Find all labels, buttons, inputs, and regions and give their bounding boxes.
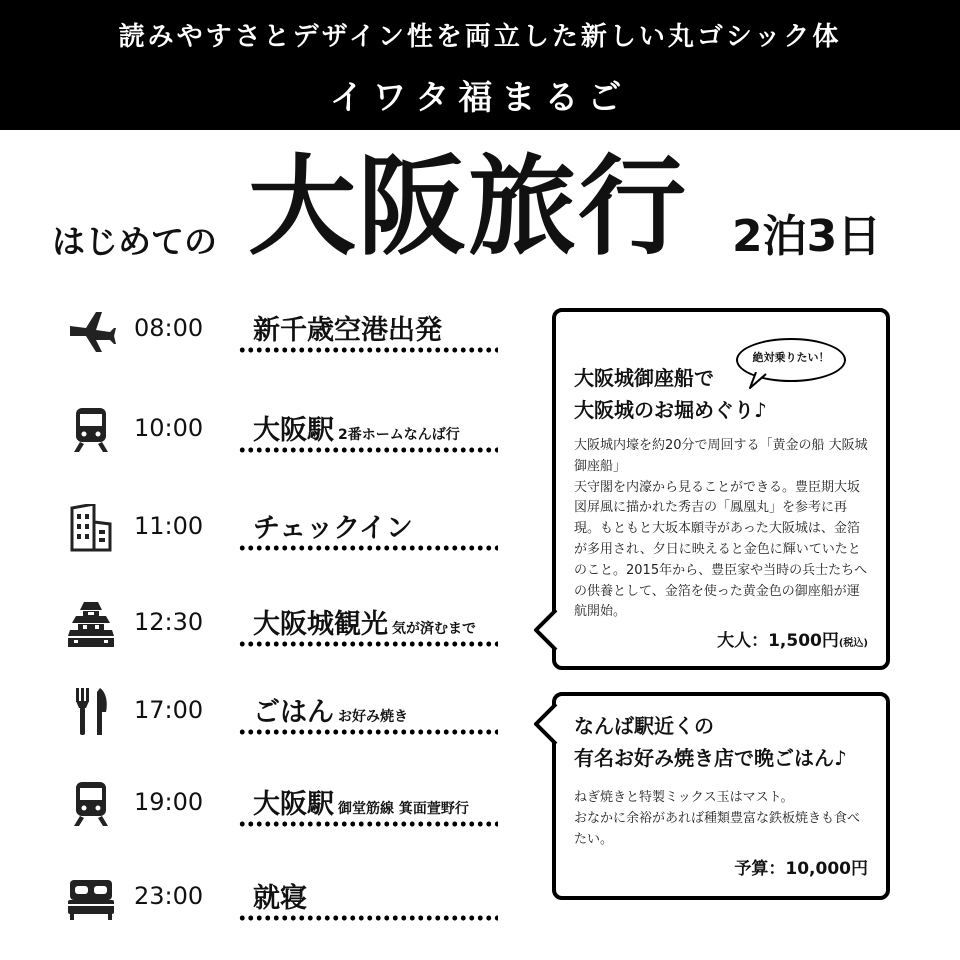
schedule-time: 11:00 bbox=[134, 512, 204, 540]
train-icon bbox=[66, 406, 116, 454]
schedule-time: 12:30 bbox=[134, 608, 204, 636]
schedule-row bbox=[0, 500, 540, 590]
title-prefix: はじめての bbox=[52, 222, 217, 261]
schedule-event: 新千歳空港出発 bbox=[253, 315, 442, 346]
title-main: 大阪旅行 bbox=[248, 145, 689, 270]
schedule-time: 19:00 bbox=[134, 788, 204, 816]
train-icon bbox=[66, 780, 116, 828]
schedule-time: 23:00 bbox=[134, 882, 204, 910]
page-title bbox=[0, 140, 960, 280]
title-suffix: 2泊3日 bbox=[732, 211, 882, 262]
bubble-title: 大阪城御座船で 大阪城のお堀めぐり♪ bbox=[574, 366, 767, 422]
schedule-row bbox=[0, 302, 540, 392]
bubble-tail bbox=[532, 702, 558, 746]
bubble-body: 大阪城内壕を約20分で周回する「黄金の船 大阪城御座船」 天守閣を内濠から見ることができる。豊臣期大坂図屏風に描かれた秀吉の「鳳凰丸」を参考に再現。もともと大坂本願寺があった大阪城は、金箔が多用され、夕日に映えると金色に輝いていたとのこと。2015年から、豊臣家や当時の兵士たちへの供養として、金箔を使った黄金色の御座船が運航開始。 bbox=[574, 438, 868, 620]
bubble-price: 予算：10,000円 bbox=[734, 859, 868, 879]
header-banner bbox=[0, 0, 960, 130]
schedule-row bbox=[0, 870, 540, 960]
bubble-title: なんば駅近くの 有名お好み焼き店で晩ごはん♪ bbox=[574, 714, 847, 770]
schedule-event: 大阪駅 御堂筋線 箕面萱野行 bbox=[253, 789, 469, 820]
dotted-divider bbox=[238, 346, 498, 354]
dotted-divider bbox=[238, 914, 498, 922]
bed-icon bbox=[66, 874, 116, 922]
schedule-row bbox=[0, 402, 540, 492]
dotted-divider bbox=[238, 544, 498, 552]
schedule-event: ごはん お好み焼き bbox=[253, 697, 408, 728]
fork-knife-icon bbox=[66, 688, 116, 736]
schedule-row bbox=[0, 684, 540, 774]
schedule-event: 大阪駅 2番ホームなんば行 bbox=[253, 415, 460, 446]
castle-icon bbox=[66, 600, 116, 648]
bubble-body: ねぎ焼きと特製ミックス玉はマスト。 おなかに余裕があれば種類豊富な鉄板焼きも食べたい。 bbox=[574, 790, 861, 847]
schedule-row bbox=[0, 596, 540, 686]
schedule-time: 10:00 bbox=[134, 414, 204, 442]
dotted-divider bbox=[238, 820, 498, 828]
building-icon bbox=[66, 504, 116, 552]
dotted-divider bbox=[238, 446, 498, 454]
airplane-icon bbox=[66, 306, 116, 354]
okonomiyaki-bubble bbox=[552, 692, 890, 900]
schedule-event: 大阪城観光 気が済むまで bbox=[253, 609, 476, 640]
font-description: 読みやすさとデザイン性を両立した新しい丸ゴシック体 bbox=[118, 22, 842, 52]
callout-tail bbox=[748, 372, 772, 390]
schedule-event: チェックイン bbox=[253, 513, 413, 544]
dotted-divider bbox=[238, 640, 498, 648]
callout-badge: 絶対乗りたい！ bbox=[736, 338, 846, 382]
schedule-time: 08:00 bbox=[134, 314, 204, 342]
dotted-divider bbox=[238, 728, 498, 736]
font-name: イワタ福まるご bbox=[329, 78, 631, 118]
schedule-time: 17:00 bbox=[134, 696, 204, 724]
bubble-tail bbox=[532, 608, 558, 652]
schedule-row bbox=[0, 776, 540, 866]
bubble-price: 大人：1,500円(税込) bbox=[717, 631, 868, 651]
schedule-event: 就寝 bbox=[253, 883, 307, 914]
